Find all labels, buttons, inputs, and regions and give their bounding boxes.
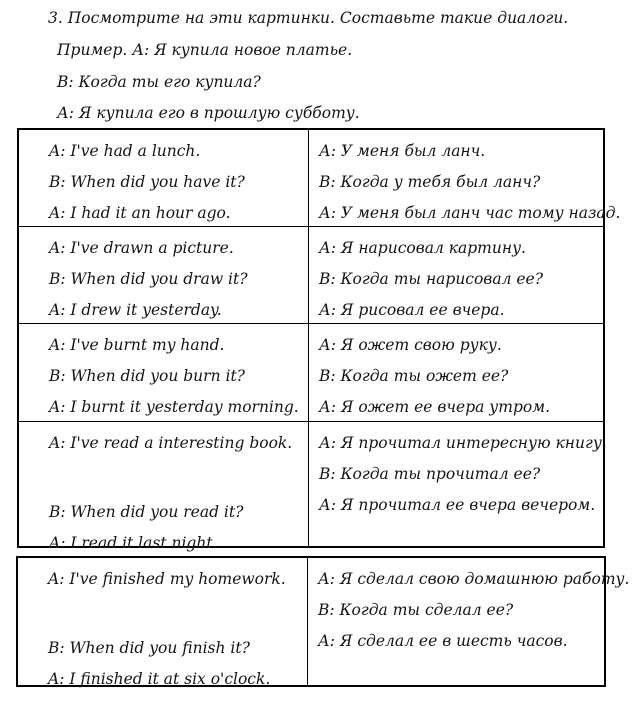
russian-cell	[309, 130, 624, 226]
russian-cell	[308, 558, 633, 685]
english-cell	[19, 227, 309, 323]
dialog-line: B: When did you burn it?	[49, 367, 245, 385]
table-row	[19, 130, 621, 227]
dialog-line: А: Я нарисовал картину.	[319, 239, 526, 257]
dialog-line: А: Я прочитал ее вчера вечером.	[319, 496, 596, 514]
dialog-line: В: Когда ты ожет ее?	[319, 367, 509, 385]
dialog-line: A: I've finished my homework.	[48, 570, 286, 588]
dialog-line: А: Я сделал ее в шесть часов.	[318, 632, 568, 650]
dialog-line: А: Я рисовал ее вчера.	[319, 301, 505, 319]
english-cell	[19, 130, 309, 226]
table-row	[19, 422, 607, 552]
dialog-line: А: Я ожет ее вчера утром.	[319, 398, 551, 416]
dialog-line: A: I read it last night.	[49, 534, 218, 552]
example-line: В: Когда ты его купила?	[57, 73, 261, 91]
example-line: Пример. А: Я купила новое платье.	[57, 41, 353, 59]
dialog-line: B: When did you read it?	[49, 503, 244, 521]
english-cell	[19, 324, 309, 421]
dialog-line: А: Я ожет свою руку.	[319, 336, 502, 354]
dialog-line: А: Я прочитал интересную книгу.	[319, 434, 607, 452]
dialog-line: В: Когда ты нарисовал ее?	[319, 270, 544, 288]
dialog-line: A: I drew it yesterday.	[49, 301, 222, 319]
russian-cell	[309, 227, 603, 323]
english-cell	[18, 558, 308, 688]
example-line: А: Я купила его в прошлую субботу.	[57, 104, 360, 122]
russian-cell	[309, 422, 611, 546]
table-row	[19, 227, 603, 324]
dialog-line: B: When did you finish it?	[48, 639, 250, 657]
table-row	[18, 558, 630, 688]
dialog-table-extra	[16, 556, 630, 688]
exercise-title: 3. Посмотрите на эти картинки. Составьте такие диалоги.	[48, 9, 569, 27]
dialog-line: A: I had it an hour ago.	[49, 204, 231, 222]
dialog-line: А: У меня был ланч.	[319, 142, 486, 160]
dialog-line: В: Когда ты сделал ее?	[318, 601, 514, 619]
dialog-line: A: I've burnt my hand.	[49, 336, 225, 354]
dialog-line: А: Я сделал свою домашнюю работу.	[318, 570, 630, 588]
dialog-line: A: I finished it at six o'clock.	[48, 670, 271, 688]
english-cell	[19, 422, 309, 552]
dialog-table-main	[17, 128, 621, 552]
dialog-line: А: У меня был ланч час тому назад.	[319, 204, 621, 222]
table-row	[19, 324, 603, 422]
dialog-line: A: I've drawn a picture.	[49, 239, 234, 257]
dialog-line: A: I've had a lunch.	[49, 142, 201, 160]
dialog-line: A: I've read a interesting book.	[49, 434, 293, 452]
dialog-line: B: When did you have it?	[49, 173, 245, 191]
russian-cell	[309, 324, 603, 421]
dialog-line: B: When did you draw it?	[49, 270, 248, 288]
dialog-line: A: I burnt it yesterday morning.	[49, 398, 299, 416]
dialog-line: В: Когда ты прочитал ее?	[319, 465, 541, 483]
dialog-line: В: Когда у тебя был ланч?	[319, 173, 541, 191]
